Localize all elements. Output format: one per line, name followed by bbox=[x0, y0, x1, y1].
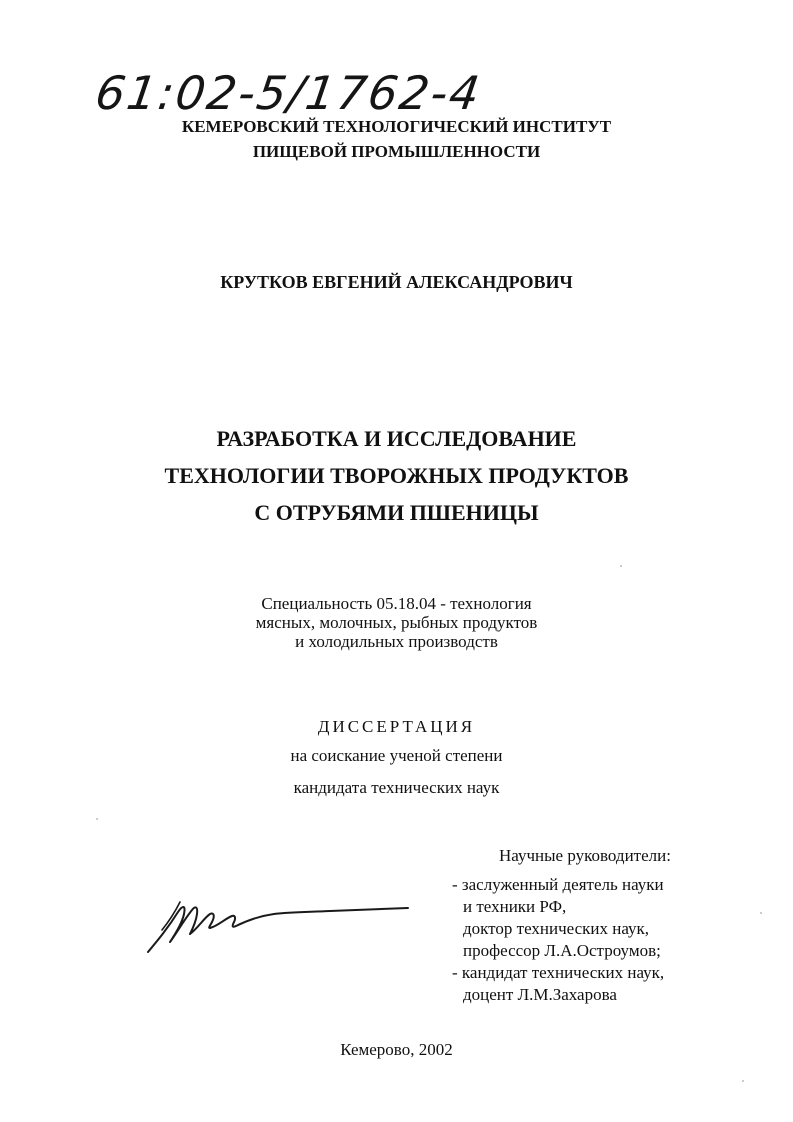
supervisor-line: - кандидат технических наук, bbox=[452, 963, 665, 982]
supervisors-heading: Научные руководители: bbox=[499, 846, 671, 865]
degree-line-2: кандидата технических наук bbox=[293, 778, 500, 797]
scan-speck bbox=[760, 912, 762, 914]
title-line-3: С ОТРУБЯМИ ПШЕНИЦЫ bbox=[254, 500, 539, 525]
institute-line-1: КЕМЕРОВСКИЙ ТЕХНОЛОГИЧЕСКИЙ ИНСТИТУТ bbox=[181, 117, 612, 136]
dissertation-heading: ДИССЕРТАЦИЯ bbox=[317, 717, 476, 736]
specialty-line-1: Специальность 05.18.04 - технология bbox=[261, 594, 532, 613]
supervisor-line: и техники РФ, bbox=[463, 897, 567, 916]
supervisors-list bbox=[452, 874, 664, 1006]
specialty bbox=[0, 594, 793, 651]
institute-name bbox=[0, 114, 793, 164]
scan-speck bbox=[96, 818, 98, 820]
title-line-2: ТЕХНОЛОГИИ ТВОРОЖНЫХ ПРОДУКТОВ bbox=[164, 463, 629, 488]
degree-line-1: на соискание ученой степени bbox=[290, 746, 503, 765]
supervisor-line: профессор Л.А.Остроумов; bbox=[463, 941, 661, 960]
specialty-line-2: мясных, молочных, рыбных продуктов bbox=[255, 613, 538, 632]
scan-speck bbox=[742, 1080, 744, 1082]
thesis-title bbox=[0, 420, 793, 531]
specialty-line-3: и холодильных производств bbox=[295, 632, 498, 651]
archive-number: 61:02-5/1762-4 bbox=[92, 66, 485, 120]
author-signature bbox=[140, 890, 420, 960]
scan-speck bbox=[620, 565, 622, 567]
supervisor-line: доцент Л.М.Захарова bbox=[463, 985, 617, 1004]
supervisor-line: - заслуженный деятель науки bbox=[452, 875, 664, 894]
supervisor-line: доктор технических наук, bbox=[463, 919, 650, 938]
institute-line-2: ПИЩЕВОЙ ПРОМЫШЛЕННОСТИ bbox=[252, 142, 541, 161]
author-name: КРУТКОВ ЕВГЕНИЙ АЛЕКСАНДРОВИЧ bbox=[220, 272, 573, 292]
city-year: Кемерово, 2002 bbox=[340, 1040, 453, 1059]
title-line-1: РАЗРАБОТКА И ИССЛЕДОВАНИЕ bbox=[216, 426, 577, 451]
